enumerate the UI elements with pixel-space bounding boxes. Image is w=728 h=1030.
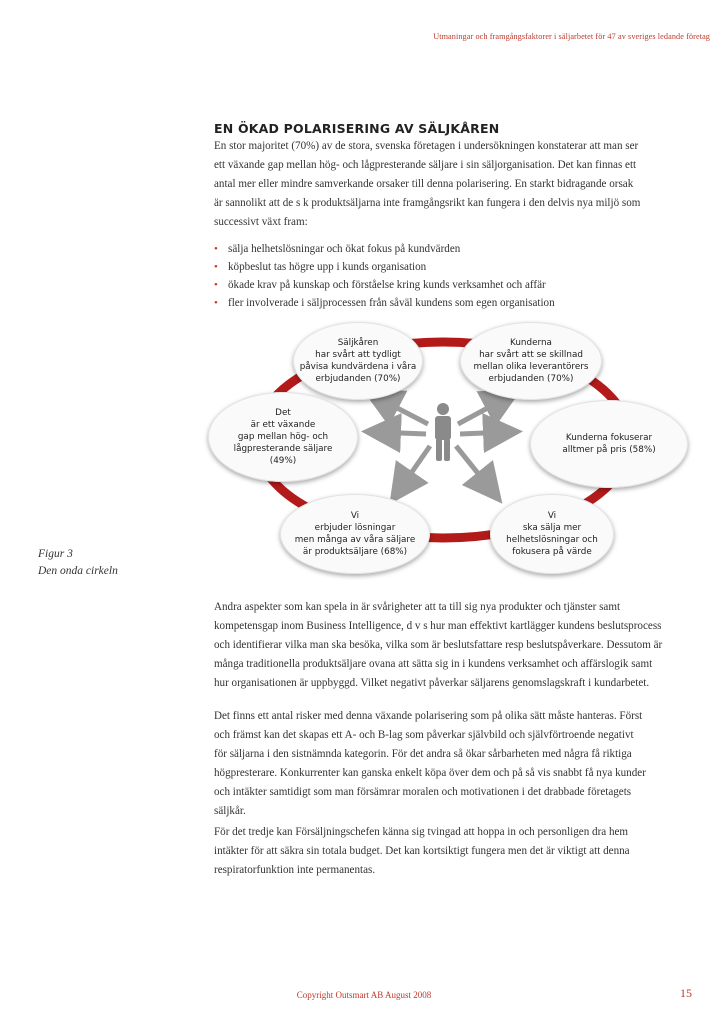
bubble-text: men många av våra säljare — [294, 535, 416, 545]
text-line: successivt växt fram: — [214, 216, 308, 228]
bubble-text: gap mellan hög- och — [237, 432, 329, 442]
paragraph-other-aspects — [214, 598, 700, 693]
bubble-price-focus — [530, 400, 688, 488]
bubble-text: Kunderna — [510, 338, 552, 348]
bubble-text: är produktsäljare (68%) — [302, 547, 408, 557]
text-line: antal mer eller mindre samverkande orsaker till denna polarisering. En starkt bidragande orsak — [214, 178, 634, 190]
text-line: och identifierar vilka man ska besöka, vilka som är beslutsfattare resp beslutspåverkare. Dessutom är — [214, 639, 663, 651]
text-line: säljkår. — [214, 805, 246, 817]
section-heading: EN ÖKAD POLARISERING AV SÄLJKÅREN — [214, 121, 500, 136]
bubble-text: Kunderna fokuserar — [565, 433, 653, 443]
text-line: hur organisationen är uppbyggd. Vilket negativt påverkar säljarens genomslagskraft i kundarbetet. — [214, 677, 650, 689]
text-line: många traditionella produktsäljare ovana att sätta sig in i kundens verksamhet och affärslogik samt — [214, 658, 653, 670]
bubble-text: erbjuder lösningar — [314, 523, 396, 533]
bullet-icon: • — [214, 297, 218, 309]
bullet-icon: • — [214, 279, 218, 291]
paragraph-risks — [214, 707, 700, 821]
bubble-text: har svårt att tydligt — [315, 350, 401, 360]
list-item — [214, 258, 555, 276]
text-line: En stor majoritet (70%) av de stora, svenska företagen i undersökningen konstaterar att man ser — [214, 140, 639, 152]
vicious-circle-diagram — [208, 322, 708, 574]
bubble-text: påvisa kundvärdena i våra — [299, 362, 417, 372]
text-line: högpresterare. Konkurrenter kan ganska enkelt köpa över dem och på så vis snabbt få nya kunder — [214, 767, 646, 779]
text-line: kompetensgap inom Business Intelligence, d v s hur man effektivt kartlägger kundens beslutsprocess — [214, 620, 662, 632]
figure-title: Den onda cirkeln — [38, 565, 118, 577]
bubble-text: helhetslösningar och — [506, 535, 598, 545]
running-header: Utmaningar och framgångsfaktorer i säljarbetet för 47 av sveriges ledande företag — [433, 32, 710, 41]
bubble-text: Vi — [547, 511, 557, 521]
text-line: respiratorfunktion inte permanentas. — [214, 864, 376, 876]
text-line: Det finns ett antal risker med denna växande polarisering som på olika sätt måste hanteras. Först — [214, 710, 643, 722]
bubble-text: erbjudanden (70%) — [315, 374, 401, 384]
bubble-text: fokusera på värde — [512, 547, 592, 557]
bubble-text: är ett växande — [250, 420, 316, 430]
figure-number: Figur 3 — [38, 548, 73, 560]
list-item — [214, 276, 555, 294]
bubble-text: (49%) — [269, 456, 297, 466]
figure-caption — [38, 546, 118, 580]
bubble-performance-gap — [208, 392, 358, 482]
bubble-text: Det — [275, 408, 291, 418]
bubble-text: har svårt att se skillnad — [479, 350, 583, 360]
text-line: är sannolikt att de s k produktsäljarna inte framgångsrikt kan fungera i den delvis nya miljö som — [214, 197, 641, 209]
list-item — [214, 240, 555, 258]
bubble-text: lågpresterande säljare — [233, 444, 333, 454]
bubble-text: alltmer på pris (58%) — [562, 445, 656, 455]
bubble-text: mellan olika leverantörers — [473, 362, 589, 372]
page-number: 15 — [680, 986, 692, 1000]
bubble-customers-differences — [460, 322, 602, 400]
text-line: ett växande gap mellan hög- och lågpresterande säljare i sin säljorganisation. Det kan finnas ett — [214, 159, 637, 171]
bubble-sales-force-value — [293, 322, 423, 400]
bubble-text: Vi — [350, 511, 360, 521]
bullet-text: sälja helhetslösningar och ökat fokus på kundvärden — [228, 243, 461, 255]
bubble-text: erbjudanden (70%) — [488, 374, 574, 384]
bubble-sell-solutions — [490, 494, 614, 574]
bullet-list — [214, 240, 555, 312]
bullet-icon: • — [214, 261, 218, 273]
text-line: och intäkter samtidigt som man försämrar moralen och motivationen i det drabbade företagets — [214, 786, 632, 798]
bubble-product-sellers — [280, 494, 430, 574]
person-icon — [435, 403, 451, 461]
bullet-text: fler involverade i säljprocessen från såväl kundens som egen organisation — [228, 297, 555, 309]
footer-copyright: Copyright Outsmart AB August 2008 — [296, 990, 432, 1000]
text-line: och främst kan det skapas ett A- och B-lag som påverkar självbild och självförtroende negativt — [214, 729, 634, 741]
text-line: Andra aspekter som kan spela in är svårigheter att ta till sig nya produkter och tjänster samt — [214, 601, 621, 613]
paragraph-sales-manager — [214, 823, 700, 880]
bullet-text: köpbeslut tas högre upp i kunds organisation — [228, 261, 427, 273]
bullet-text: ökade krav på kunskap och förståelse kring kunds verksamhet och affär — [228, 279, 546, 291]
intro-paragraph — [214, 137, 700, 232]
bullet-icon: • — [214, 243, 218, 255]
text-line: För det tredje kan Försäljningschefen känna sig tvingad att hoppa in och personligen dra hem — [214, 826, 629, 838]
list-item — [214, 294, 555, 312]
text-line: för säljarna i den sistnämnda kategorin. För det andra så ökar sårbarheten med några få riktiga — [214, 748, 632, 760]
text-line: intäkter för att säkra sin totala budget. Det kan kortsiktigt fungera men det är viktigt att denna — [214, 845, 630, 857]
bubble-text: Säljkåren — [337, 338, 379, 348]
bubble-text: ska sälja mer — [522, 523, 582, 533]
